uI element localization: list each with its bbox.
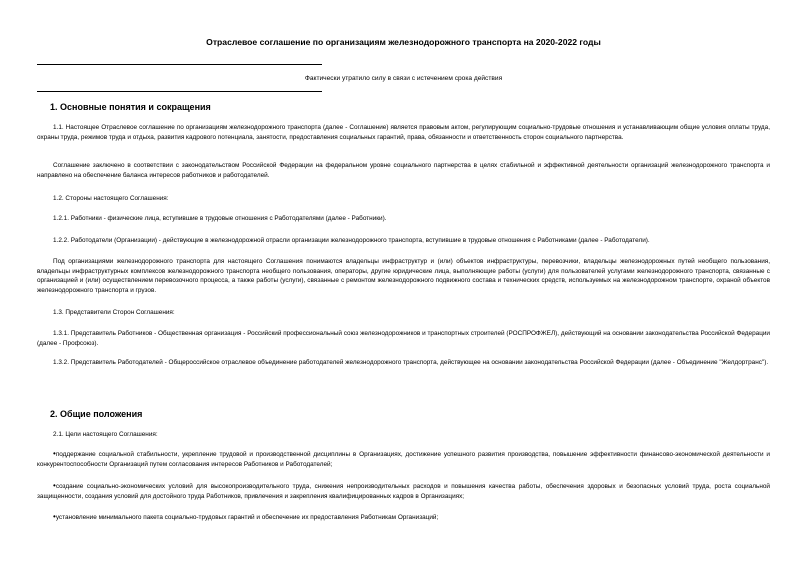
list-item: [37, 481, 770, 501]
paragraph-2-1: 2.1. Цели настоящего Соглашения:: [53, 431, 158, 438]
document-title: Отраслевое соглашение по организациям железнодорожного транспорта на 2020-2022 годы: [206, 37, 601, 47]
paragraph-1-3-1: 1.3.1. Представитель Работников - Общественная организация - Российский профессиональный союз железнодорожников и транспортных строителей (РОСПРОФЖЕЛ), действующий на основании законодательства Российской Федерации (далее - Профсоюз).: [37, 330, 770, 347]
list-item-text: создание социально-экономических условий для высокопроизводительного труда, снижения непроизводительных расходов и повышения качества работы, обеспечения здоровых и безопасных условий труда, роста социальной защищенности, создания условий для достойного труда Работников, привлечения и закрепления квалифицированных кадров в Организациях;: [37, 483, 770, 500]
section-1-heading: 1. Основные понятия и сокращения: [50, 102, 211, 112]
paragraph-1-3: 1.3. Представители Сторон Соглашения:: [53, 309, 175, 316]
paragraph-1-3-2: 1.3.2. Представитель Работодателей - Общероссийское отраслевое объединение работодателей железнодорожного транспорта, действующее на основании законодательства Российской Федерации (далее - Объединение "Желдортранс").: [53, 359, 769, 366]
status-note: Фактически утратило силу в связи с истечением срока действия: [304, 75, 503, 82]
bullet-icon: •: [53, 481, 56, 490]
paragraph-1-organizations: Под организациями железнодорожного транспорта для настоящего Соглашения понимаются владельцы инфраструктур и (или) объектов инфраструктуры, перевозчики, владельцы железнодорожных путей необщего пользования, владельцы инфраструктурных комплексов железнодорожного транспорта необщего пользования, операторы, другие юридические лица, выполняющие работы (услуги) для пользователей услугами железнодорожного транспорта, связанные с организацией и (или) осуществлением перевозочного процесса, а также работы (услуги), связанные с ремонтом железнодорожного подвижного состава и технических средств, используемых на железнодорожном транспорте, охраной объектов железнодорожного транспорта и грузов.: [37, 258, 770, 294]
top-divider: [37, 64, 322, 65]
paragraph-1-1: 1.1. Настоящее Отраслевое соглашение по организациям железнодорожного транспорта (далее - Соглашение) является правовым актом, регулирующим социально-трудовые отношения и устанавливающим общие условия оплаты труда, охраны труда, режимов труда и отдыха, развития кадрового потенциала, занятости, предоставления социальных гарантий, права, обязанности и ответственность сторон социального партнерства.: [37, 124, 770, 141]
bullet-icon: •: [53, 512, 56, 521]
paragraph-1-agreement: Соглашение заключено в соответствии с законодательством Российской Федерации на федеральном уровне социального партнерства в целях стабильной и эффективной деятельности организаций железнодорожного транспорта и направлено на обеспечение баланса интересов работников и работодателей.: [37, 162, 770, 179]
paragraph-1-2: 1.2. Стороны настоящего Соглашения:: [53, 195, 169, 202]
bullet-icon: •: [53, 449, 56, 458]
paragraph-1-2-1: 1.2.1. Работники - физические лица, вступившие в трудовые отношения с Работодателями (далее - Работники).: [53, 215, 387, 222]
paragraph-1-2-2: 1.2.2. Работодатели (Организации) - действующие в железнодорожной отрасли организации железнодорожного транспорта, вступившие в трудовые отношения с Работниками (далее - Работодатели).: [53, 237, 650, 244]
section-2-heading: 2. Общие положения: [50, 409, 143, 419]
list-item: [37, 449, 770, 469]
list-item-text: установление минимального пакета социально-трудовых гарантий и обеспечение их предоставления Работникам Организаций;: [55, 514, 439, 521]
note-divider: [37, 91, 322, 92]
list-item-text: поддержание социальной стабильности, укрепление трудовой и производственной дисциплины в Организациях, достижение успешного развития производства, повышение эффективности финансово-экономической деятельности и конкурентоспособности Организаций путем согласования интересов Работников и Работодателей;: [37, 451, 770, 468]
list-item: [37, 512, 770, 523]
